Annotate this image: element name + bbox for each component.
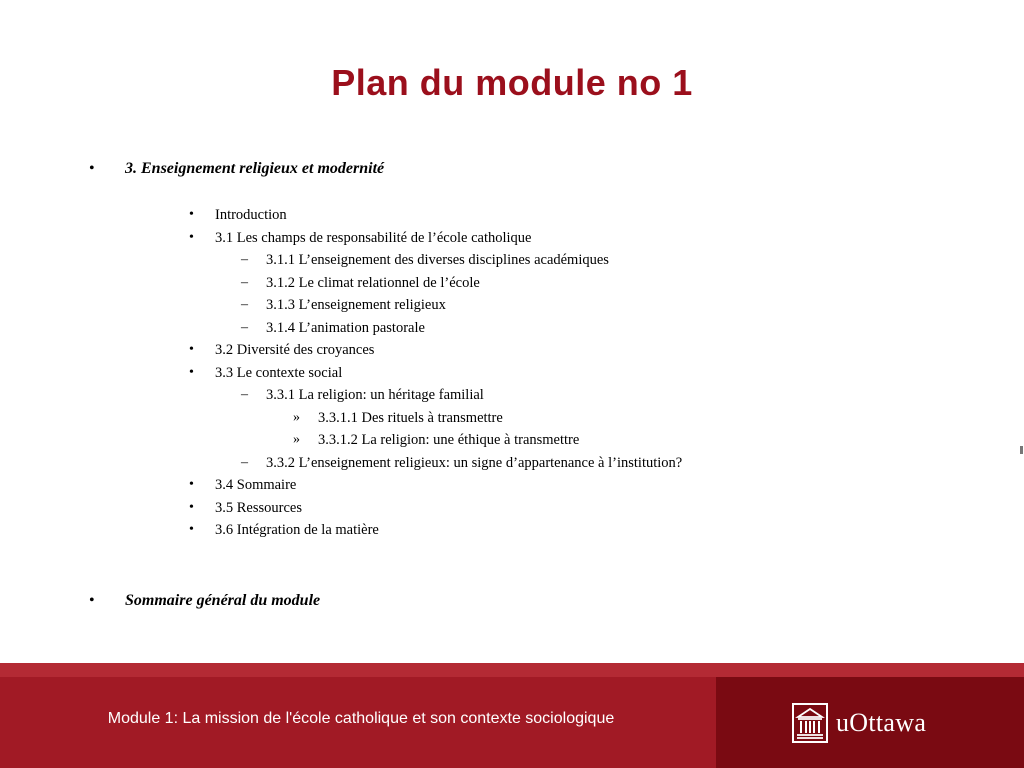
logo-wordmark: uOttawa bbox=[836, 708, 927, 737]
outline-item bbox=[189, 477, 297, 494]
outline-item-label: 3.5 Ressources bbox=[215, 500, 302, 516]
outline-item-label: 3.1.2 Le climat relationnel de l’école bbox=[266, 275, 480, 291]
outline-item-label: 3.3 Le contexte social bbox=[215, 365, 343, 381]
section-label: 3. Enseignement religieux et modernité bbox=[125, 160, 385, 177]
dash-marker: – bbox=[241, 320, 248, 335]
outline-item bbox=[241, 297, 446, 314]
outline-item-label: 3.3.1.1 Des rituels à transmettre bbox=[318, 410, 503, 426]
section-label: Sommaire général du module bbox=[125, 592, 321, 609]
outline-item bbox=[189, 230, 532, 247]
outline-item bbox=[293, 410, 503, 427]
slide-title: Plan du module no 1 bbox=[331, 62, 693, 103]
bullet-marker: • bbox=[189, 230, 194, 245]
outline-item bbox=[241, 455, 683, 472]
edge-mark bbox=[1020, 446, 1023, 454]
bullet-marker: • bbox=[189, 522, 194, 537]
bullet-marker: • bbox=[189, 477, 194, 492]
section-sommaire bbox=[89, 592, 321, 610]
outline-item-label: 3.1.4 L’animation pastorale bbox=[266, 320, 425, 336]
outline-item-label: 3.1.1 L’enseignement des diverses disciplines académiques bbox=[266, 252, 609, 268]
raquo-marker: » bbox=[293, 410, 300, 425]
outline-item-label: 3.4 Sommaire bbox=[215, 477, 297, 493]
bullet-marker: • bbox=[89, 160, 95, 177]
dash-marker: – bbox=[241, 297, 248, 312]
dash-marker: – bbox=[241, 387, 248, 402]
footer-band bbox=[0, 663, 1024, 677]
outline-item bbox=[189, 207, 287, 224]
outline-item-label: Introduction bbox=[215, 207, 287, 223]
outline-item-label: 3.3.2 L’enseignement religieux: un signe d’appartenance à l’institution? bbox=[266, 455, 683, 471]
outline-item-label: 3.2 Diversité des croyances bbox=[215, 342, 375, 358]
section-enseignement bbox=[89, 160, 385, 178]
bullet-marker: • bbox=[189, 500, 194, 515]
bullet-marker: • bbox=[89, 592, 95, 609]
outline-item-label: 3.1 Les champs de responsabilité de l’école catholique bbox=[215, 230, 532, 246]
dash-marker: – bbox=[241, 275, 248, 290]
dash-marker: – bbox=[241, 455, 248, 470]
outline-item bbox=[189, 342, 375, 359]
outline-item-label: 3.1.3 L’enseignement religieux bbox=[266, 297, 446, 313]
outline-item-label: 3.6 Intégration de la matière bbox=[215, 522, 379, 538]
outline-item bbox=[241, 275, 480, 292]
outline-item bbox=[189, 500, 302, 517]
bullet-marker: • bbox=[189, 342, 194, 357]
university-building-icon bbox=[792, 703, 828, 743]
outline-item bbox=[189, 522, 379, 539]
outline-item bbox=[293, 432, 580, 449]
outline-item-label: 3.3.1.2 La religion: une éthique à transmettre bbox=[318, 432, 580, 448]
outline-item bbox=[241, 320, 425, 337]
dash-marker: – bbox=[241, 252, 248, 267]
outline-item bbox=[241, 387, 484, 404]
footer-bar bbox=[0, 663, 1024, 768]
outline-item-label: 3.3.1 La religion: un héritage familial bbox=[266, 387, 484, 403]
outline-item bbox=[189, 365, 343, 382]
bullet-marker: • bbox=[189, 207, 194, 222]
bullet-marker: • bbox=[189, 365, 194, 380]
footer-module-text: Module 1: La mission de l'école catholique et son contexte sociologique bbox=[107, 710, 615, 727]
uottawa-logo bbox=[792, 703, 926, 743]
outline-item bbox=[241, 252, 609, 269]
raquo-marker: » bbox=[293, 432, 300, 447]
